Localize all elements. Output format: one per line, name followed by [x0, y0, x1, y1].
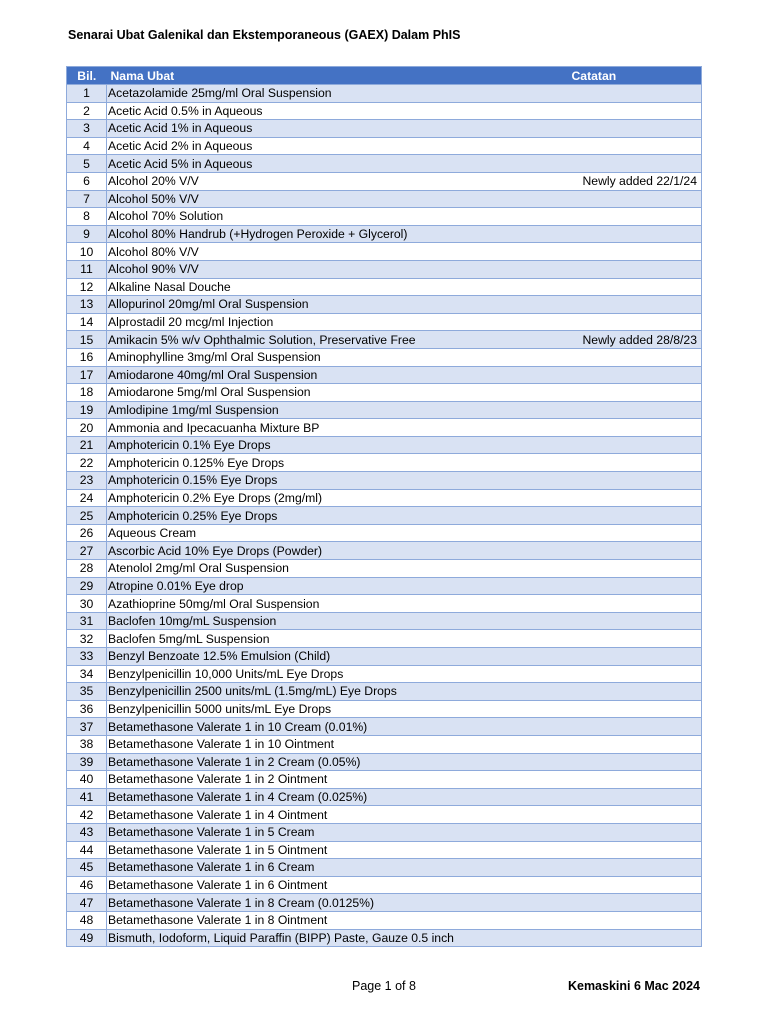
cell-name: Amiodarone 40mg/ml Oral Suspension [107, 366, 568, 384]
cell-no: 45 [67, 859, 107, 877]
cell-no: 47 [67, 894, 107, 912]
table-row [67, 876, 702, 894]
table-row [67, 401, 702, 419]
cell-no: 42 [67, 806, 107, 824]
table-row [67, 894, 702, 912]
cell-note [568, 85, 702, 103]
cell-no: 23 [67, 472, 107, 490]
cell-no: 46 [67, 876, 107, 894]
cell-name: Alprostadil 20 mcg/ml Injection [107, 313, 568, 331]
table-row [67, 208, 702, 226]
cell-name: Betamethasone Valerate 1 in 10 Ointment [107, 735, 568, 753]
cell-note [568, 208, 702, 226]
column-header-note: Catatan [568, 67, 702, 85]
cell-name: Betamethasone Valerate 1 in 6 Cream [107, 859, 568, 877]
table-row [67, 366, 702, 384]
cell-no: 11 [67, 260, 107, 278]
column-header-no: Bil. [67, 67, 107, 85]
table-row [67, 648, 702, 666]
table-row [67, 85, 702, 103]
cell-no: 28 [67, 560, 107, 578]
cell-name: Betamethasone Valerate 1 in 2 Ointment [107, 771, 568, 789]
cell-name: Betamethasone Valerate 1 in 8 Ointment [107, 911, 568, 929]
cell-no: 16 [67, 348, 107, 366]
table-row [67, 472, 702, 490]
cell-name: Benzylpenicillin 10,000 Units/mL Eye Drops [107, 665, 568, 683]
cell-no: 5 [67, 155, 107, 173]
page-number: Page 1 of 8 [352, 979, 416, 993]
table-row [67, 260, 702, 278]
cell-name: Acetic Acid 2% in Aqueous [107, 137, 568, 155]
table-row [67, 700, 702, 718]
table-row [67, 436, 702, 454]
cell-no: 41 [67, 788, 107, 806]
cell-no: 48 [67, 911, 107, 929]
cell-note [568, 911, 702, 929]
cell-name: Benzylpenicillin 5000 units/mL Eye Drops [107, 700, 568, 718]
table-row [67, 753, 702, 771]
cell-name: Acetic Acid 0.5% in Aqueous [107, 102, 568, 120]
table-row [67, 120, 702, 138]
cell-name: Betamethasone Valerate 1 in 5 Ointment [107, 841, 568, 859]
cell-note [568, 454, 702, 472]
table-row [67, 225, 702, 243]
table-row [67, 683, 702, 701]
cell-name: Allopurinol 20mg/ml Oral Suspension [107, 296, 568, 314]
cell-note [568, 489, 702, 507]
cell-note [568, 823, 702, 841]
cell-name: Atropine 0.01% Eye drop [107, 577, 568, 595]
cell-note [568, 313, 702, 331]
cell-note [568, 577, 702, 595]
cell-no: 3 [67, 120, 107, 138]
cell-name: Amphotericin 0.25% Eye Drops [107, 507, 568, 525]
cell-note [568, 542, 702, 560]
table-row [67, 419, 702, 437]
cell-name: Amphotericin 0.1% Eye Drops [107, 436, 568, 454]
table-row [67, 524, 702, 542]
cell-no: 10 [67, 243, 107, 261]
cell-name: Alcohol 50% V/V [107, 190, 568, 208]
cell-note [568, 718, 702, 736]
cell-note [568, 735, 702, 753]
cell-no: 9 [67, 225, 107, 243]
cell-note [568, 630, 702, 648]
document-title: Senarai Ubat Galenikal dan Ekstemporaneous (GAEX) Dalam PhIS [68, 28, 461, 42]
cell-note [568, 155, 702, 173]
table-row [67, 612, 702, 630]
cell-no: 32 [67, 630, 107, 648]
cell-no: 37 [67, 718, 107, 736]
cell-no: 30 [67, 595, 107, 613]
cell-no: 4 [67, 137, 107, 155]
cell-name: Acetic Acid 5% in Aqueous [107, 155, 568, 173]
cell-name: Alcohol 20% V/V [107, 172, 568, 190]
cell-name: Amiodarone 5mg/ml Oral Suspension [107, 384, 568, 402]
cell-name: Alcohol 80% Handrub (+Hydrogen Peroxide + Glycerol) [107, 225, 568, 243]
cell-note: Newly added 28/8/23 [568, 331, 702, 349]
drug-list-table [66, 66, 702, 947]
table-row [67, 243, 702, 261]
table-row [67, 155, 702, 173]
cell-name: Betamethasone Valerate 1 in 8 Cream (0.0125%) [107, 894, 568, 912]
cell-name: Betamethasone Valerate 1 in 6 Ointment [107, 876, 568, 894]
cell-no: 40 [67, 771, 107, 789]
cell-no: 35 [67, 683, 107, 701]
cell-note [568, 753, 702, 771]
table-row [67, 577, 702, 595]
cell-no: 21 [67, 436, 107, 454]
cell-no: 34 [67, 665, 107, 683]
cell-no: 44 [67, 841, 107, 859]
table-row [67, 595, 702, 613]
cell-name: Baclofen 10mg/mL Suspension [107, 612, 568, 630]
cell-note [568, 243, 702, 261]
cell-note [568, 859, 702, 877]
cell-no: 31 [67, 612, 107, 630]
cell-note [568, 894, 702, 912]
cell-name: Alcohol 80% V/V [107, 243, 568, 261]
cell-no: 26 [67, 524, 107, 542]
cell-no: 2 [67, 102, 107, 120]
cell-note [568, 788, 702, 806]
cell-note [568, 524, 702, 542]
cell-no: 25 [67, 507, 107, 525]
cell-note: Newly added 22/1/24 [568, 172, 702, 190]
cell-note [568, 648, 702, 666]
cell-no: 17 [67, 366, 107, 384]
cell-name: Betamethasone Valerate 1 in 10 Cream (0.01%) [107, 718, 568, 736]
cell-name: Amphotericin 0.125% Eye Drops [107, 454, 568, 472]
cell-no: 22 [67, 454, 107, 472]
cell-note [568, 120, 702, 138]
cell-no: 33 [67, 648, 107, 666]
table-row [67, 489, 702, 507]
cell-no: 27 [67, 542, 107, 560]
cell-no: 13 [67, 296, 107, 314]
cell-name: Atenolol 2mg/ml Oral Suspension [107, 560, 568, 578]
cell-name: Amphotericin 0.15% Eye Drops [107, 472, 568, 490]
cell-name: Acetazolamide 25mg/ml Oral Suspension [107, 85, 568, 103]
cell-no: 20 [67, 419, 107, 437]
cell-name: Ascorbic Acid 10% Eye Drops (Powder) [107, 542, 568, 560]
cell-note [568, 102, 702, 120]
table-row [67, 929, 702, 947]
cell-no: 29 [67, 577, 107, 595]
table-body [67, 85, 702, 947]
cell-name: Amlodipine 1mg/ml Suspension [107, 401, 568, 419]
cell-note [568, 595, 702, 613]
cell-no: 6 [67, 172, 107, 190]
table-row [67, 665, 702, 683]
table-row [67, 859, 702, 877]
cell-note [568, 612, 702, 630]
cell-note [568, 771, 702, 789]
table-row [67, 296, 702, 314]
cell-note [568, 806, 702, 824]
cell-name: Alcohol 90% V/V [107, 260, 568, 278]
table-row [67, 542, 702, 560]
cell-name: Betamethasone Valerate 1 in 4 Ointment [107, 806, 568, 824]
table-row [67, 102, 702, 120]
cell-note [568, 296, 702, 314]
cell-note [568, 929, 702, 947]
cell-name: Bismuth, Iodoform, Liquid Paraffin (BIPP) Paste, Gauze 0.5 inch [107, 929, 568, 947]
column-header-name: Nama Ubat [107, 67, 568, 85]
cell-note [568, 507, 702, 525]
cell-name: Betamethasone Valerate 1 in 5 Cream [107, 823, 568, 841]
table-header-row [67, 67, 702, 85]
table-row [67, 454, 702, 472]
cell-name: Betamethasone Valerate 1 in 4 Cream (0.025%) [107, 788, 568, 806]
cell-note [568, 472, 702, 490]
table-row [67, 788, 702, 806]
cell-name: Azathioprine 50mg/ml Oral Suspension [107, 595, 568, 613]
cell-note [568, 225, 702, 243]
table-row [67, 911, 702, 929]
table-row [67, 172, 702, 190]
cell-no: 39 [67, 753, 107, 771]
table-row [67, 384, 702, 402]
cell-name: Aminophylline 3mg/ml Oral Suspension [107, 348, 568, 366]
cell-no: 15 [67, 331, 107, 349]
cell-name: Amikacin 5% w/v Ophthalmic Solution, Preservative Free [107, 331, 568, 349]
table-row [67, 771, 702, 789]
table-row [67, 507, 702, 525]
cell-note [568, 384, 702, 402]
cell-name: Benzyl Benzoate 12.5% Emulsion (Child) [107, 648, 568, 666]
cell-name: Benzylpenicillin 2500 units/mL (1.5mg/mL) Eye Drops [107, 683, 568, 701]
cell-no: 43 [67, 823, 107, 841]
table-row [67, 841, 702, 859]
cell-no: 12 [67, 278, 107, 296]
last-updated: Kemaskini 6 Mac 2024 [567, 979, 700, 993]
cell-note [568, 366, 702, 384]
cell-note [568, 137, 702, 155]
cell-no: 19 [67, 401, 107, 419]
cell-note [568, 190, 702, 208]
cell-note [568, 560, 702, 578]
cell-name: Acetic Acid 1% in Aqueous [107, 120, 568, 138]
table-row [67, 348, 702, 366]
cell-no: 18 [67, 384, 107, 402]
cell-note [568, 278, 702, 296]
cell-no: 24 [67, 489, 107, 507]
cell-name: Alcohol 70% Solution [107, 208, 568, 226]
table-row [67, 137, 702, 155]
cell-no: 8 [67, 208, 107, 226]
table-row [67, 630, 702, 648]
cell-name: Betamethasone Valerate 1 in 2 Cream (0.05%) [107, 753, 568, 771]
cell-note [568, 260, 702, 278]
table-row [67, 331, 702, 349]
table-row [67, 313, 702, 331]
cell-note [568, 841, 702, 859]
cell-note [568, 419, 702, 437]
table-row [67, 823, 702, 841]
cell-note [568, 683, 702, 701]
cell-note [568, 436, 702, 454]
table-row [67, 718, 702, 736]
cell-no: 7 [67, 190, 107, 208]
cell-no: 36 [67, 700, 107, 718]
cell-name: Baclofen 5mg/mL Suspension [107, 630, 568, 648]
table-row [67, 560, 702, 578]
table-row [67, 278, 702, 296]
cell-name: Alkaline Nasal Douche [107, 278, 568, 296]
cell-no: 38 [67, 735, 107, 753]
table-row [67, 735, 702, 753]
cell-note [568, 876, 702, 894]
cell-note [568, 700, 702, 718]
cell-no: 1 [67, 85, 107, 103]
cell-name: Ammonia and Ipecacuanha Mixture BP [107, 419, 568, 437]
cell-no: 49 [67, 929, 107, 947]
cell-note [568, 401, 702, 419]
table-row [67, 806, 702, 824]
cell-note [568, 348, 702, 366]
cell-no: 14 [67, 313, 107, 331]
cell-name: Amphotericin 0.2% Eye Drops (2mg/ml) [107, 489, 568, 507]
table-row [67, 190, 702, 208]
cell-note [568, 665, 702, 683]
cell-name: Aqueous Cream [107, 524, 568, 542]
